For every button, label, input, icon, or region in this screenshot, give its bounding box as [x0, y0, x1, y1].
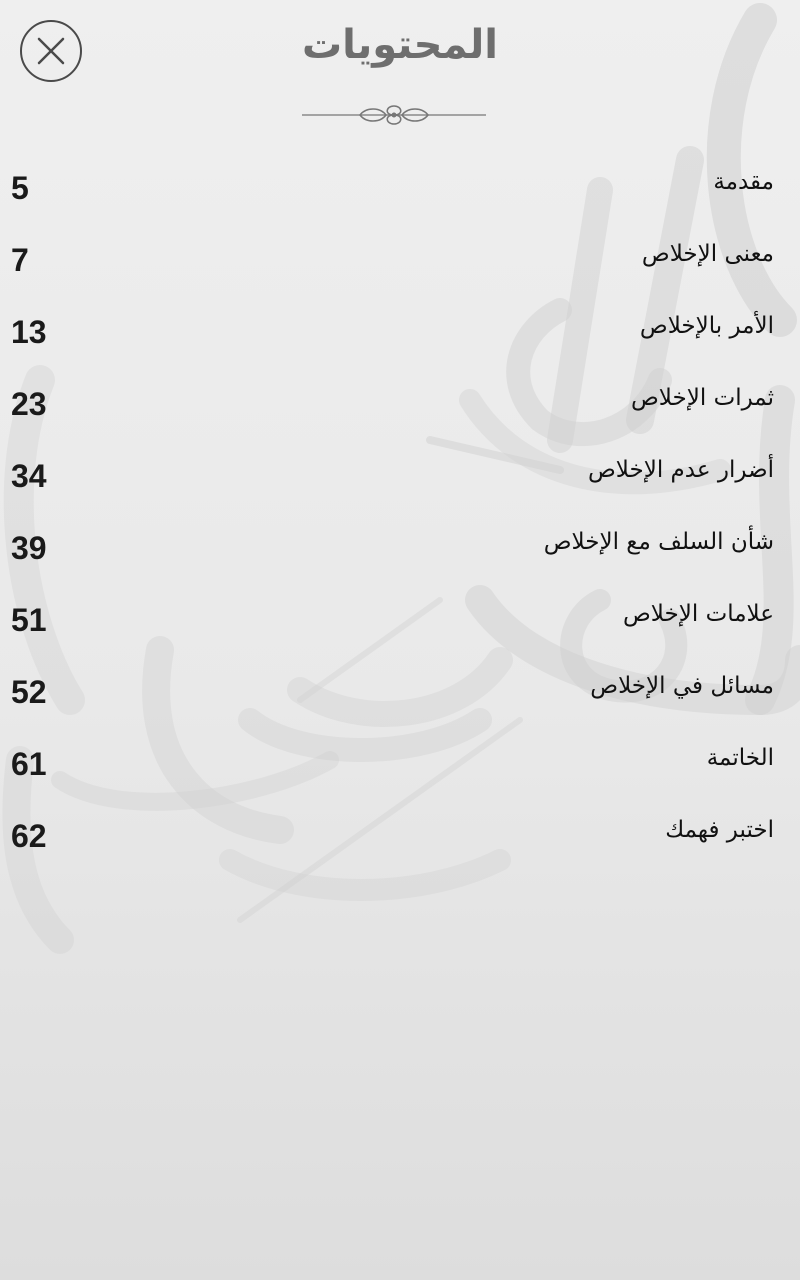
- toc-item-page: 61: [11, 746, 47, 782]
- toc-item-title: شأن السلف مع الإخلاص: [543, 529, 774, 555]
- toc-item-signs[interactable]: [0, 582, 800, 654]
- toc-item-title: معنى الإخلاص: [641, 241, 774, 267]
- toc-item-title: ثمرات الإخلاص: [631, 385, 774, 411]
- toc-item-command[interactable]: [0, 294, 800, 366]
- toc-item-conclusion[interactable]: [0, 726, 800, 798]
- toc-item-meaning[interactable]: [0, 222, 800, 294]
- toc-list: [0, 150, 800, 870]
- toc-item-page: 34: [11, 458, 47, 494]
- toc-item-page: 13: [11, 314, 47, 350]
- toc-item-page: 51: [11, 602, 47, 638]
- toc-item-fruits[interactable]: [0, 366, 800, 438]
- toc-item-title: الأمر بالإخلاص: [639, 313, 774, 339]
- page-title: المحتويات: [301, 22, 498, 68]
- toc-item-page: 7: [11, 242, 29, 278]
- toc-item-page: 39: [11, 530, 47, 566]
- toc-item-issues[interactable]: [0, 654, 800, 726]
- toc-item-title: الخاتمة: [706, 745, 774, 771]
- ornament-divider-icon: [300, 100, 488, 130]
- toc-item-page: 52: [11, 674, 47, 710]
- toc-item-salaf[interactable]: [0, 510, 800, 582]
- toc-item-title: أضرار عدم الإخلاص: [587, 457, 774, 483]
- toc-item-title: علامات الإخلاص: [623, 601, 774, 627]
- toc-item-page: 5: [11, 170, 29, 206]
- toc-item-title: مقدمة: [713, 169, 774, 195]
- toc-item-page: 23: [11, 386, 47, 422]
- toc-item-introduction[interactable]: [0, 150, 800, 222]
- toc-item-page: 62: [11, 818, 47, 854]
- toc-item-title: اختبر فهمك: [665, 817, 774, 843]
- toc-item-quiz[interactable]: [0, 798, 800, 870]
- toc-item-title: مسائل في الإخلاص: [590, 673, 774, 699]
- toc-item-harms[interactable]: [0, 438, 800, 510]
